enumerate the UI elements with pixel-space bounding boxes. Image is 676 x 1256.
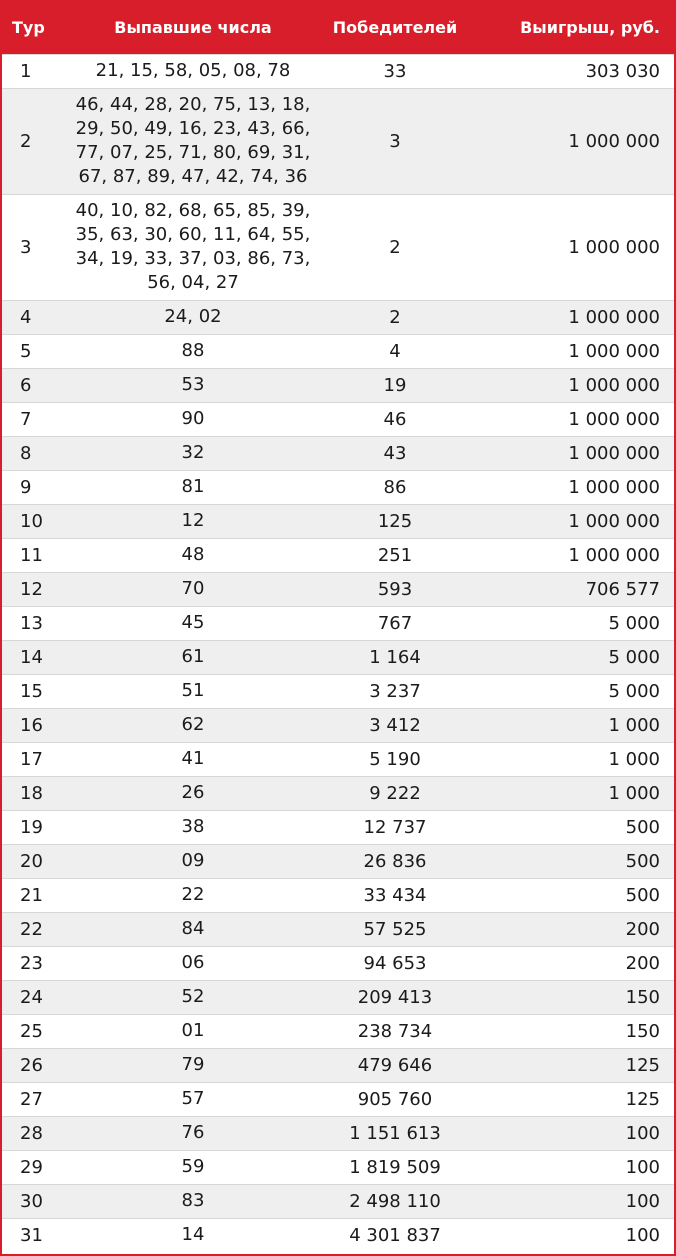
row-numbers-cell: 22 [64,878,322,912]
row-prize-cell: 200 [468,912,674,946]
row-winners-cell: 3 237 [322,674,468,708]
row-tour-cell: 3 [2,194,64,300]
row-tour-cell: 15 [2,674,64,708]
row-prize-cell: 1 000 [468,776,674,810]
row-winners-cell: 238 734 [322,1014,468,1048]
row-prize-cell: 1 000 000 [468,334,674,368]
row-tour-cell: 9 [2,470,64,504]
table-row [2,946,674,980]
table-row [2,194,674,300]
header-numbers: Выпавшие числа [64,2,322,54]
table-row [2,54,674,88]
row-tour-cell: 4 [2,300,64,334]
table-row [2,470,674,504]
row-prize-cell: 1 000 000 [468,368,674,402]
row-winners-cell: 1 151 613 [322,1116,468,1150]
row-prize-cell: 1 000 000 [468,194,674,300]
row-prize-cell: 125 [468,1048,674,1082]
row-numbers-cell: 48 [64,538,322,572]
row-numbers-cell: 59 [64,1150,322,1184]
row-tour-cell: 17 [2,742,64,776]
row-prize-cell: 5 000 [468,640,674,674]
table-row [2,1082,674,1116]
row-winners-cell: 4 [322,334,468,368]
row-numbers-cell: 76 [64,1116,322,1150]
table-row [2,674,674,708]
row-tour-cell: 22 [2,912,64,946]
table-row [2,300,674,334]
row-numbers-cell: 09 [64,844,322,878]
row-prize-cell: 500 [468,844,674,878]
row-numbers-cell: 26 [64,776,322,810]
row-tour-cell: 23 [2,946,64,980]
row-tour-cell: 26 [2,1048,64,1082]
row-tour-cell: 10 [2,504,64,538]
row-numbers-cell: 14 [64,1218,322,1252]
row-prize-cell: 150 [468,1014,674,1048]
row-prize-cell: 1 000 000 [468,402,674,436]
row-numbers-cell: 24, 02 [64,300,322,334]
row-prize-cell: 706 577 [468,572,674,606]
row-prize-cell: 100 [468,1116,674,1150]
row-prize-cell: 1 000 000 [468,538,674,572]
row-tour-cell: 31 [2,1218,64,1252]
row-tour-cell: 7 [2,402,64,436]
table-body [2,54,674,1252]
row-winners-cell: 94 653 [322,946,468,980]
table-row [2,776,674,810]
row-winners-cell: 3 [322,88,468,194]
row-prize-cell: 100 [468,1184,674,1218]
row-winners-cell: 33 [322,54,468,88]
row-tour-cell: 14 [2,640,64,674]
table-row [2,88,674,194]
row-numbers-cell: 01 [64,1014,322,1048]
row-tour-cell: 8 [2,436,64,470]
row-prize-cell: 1 000 000 [468,470,674,504]
row-tour-cell: 6 [2,368,64,402]
row-numbers-cell: 21, 15, 58, 05, 08, 78 [64,54,322,88]
row-winners-cell: 125 [322,504,468,538]
row-numbers-cell: 62 [64,708,322,742]
row-winners-cell: 5 190 [322,742,468,776]
row-winners-cell: 4 301 837 [322,1218,468,1252]
table-row [2,1218,674,1252]
row-numbers-cell: 88 [64,334,322,368]
row-tour-cell: 25 [2,1014,64,1048]
table-row [2,334,674,368]
row-numbers-cell: 06 [64,946,322,980]
row-winners-cell: 209 413 [322,980,468,1014]
row-tour-cell: 11 [2,538,64,572]
row-winners-cell: 1 819 509 [322,1150,468,1184]
row-prize-cell: 1 000 [468,708,674,742]
table-row [2,980,674,1014]
row-numbers-cell: 41 [64,742,322,776]
row-numbers-cell: 83 [64,1184,322,1218]
table-row [2,538,674,572]
row-prize-cell: 1 000 000 [468,436,674,470]
row-prize-cell: 200 [468,946,674,980]
row-tour-cell: 28 [2,1116,64,1150]
row-tour-cell: 5 [2,334,64,368]
table-row [2,640,674,674]
row-prize-cell: 5 000 [468,674,674,708]
row-numbers-cell: 40, 10, 82, 68, 65, 85, 39, 35, 63, 30, 60, 11, 64, 55, 34, 19, 33, 37, 03, 86, 73, 56, 04, 27 [64,194,322,300]
row-prize-cell: 1 000 000 [468,300,674,334]
table-row [2,504,674,538]
row-numbers-cell: 81 [64,470,322,504]
row-prize-cell: 1 000 000 [468,88,674,194]
row-winners-cell: 3 412 [322,708,468,742]
row-winners-cell: 2 [322,194,468,300]
row-tour-cell: 13 [2,606,64,640]
table-row [2,810,674,844]
table-row [2,878,674,912]
row-winners-cell: 251 [322,538,468,572]
row-tour-cell: 16 [2,708,64,742]
row-numbers-cell: 84 [64,912,322,946]
table-row [2,844,674,878]
row-prize-cell: 150 [468,980,674,1014]
row-prize-cell: 500 [468,810,674,844]
row-tour-cell: 19 [2,810,64,844]
row-winners-cell: 905 760 [322,1082,468,1116]
row-winners-cell: 1 164 [322,640,468,674]
row-numbers-cell: 53 [64,368,322,402]
table-row [2,742,674,776]
table-row [2,572,674,606]
row-numbers-cell: 90 [64,402,322,436]
table-row [2,436,674,470]
table-row [2,368,674,402]
row-tour-cell: 2 [2,88,64,194]
row-prize-cell: 100 [468,1218,674,1252]
row-numbers-cell: 12 [64,504,322,538]
row-winners-cell: 19 [322,368,468,402]
row-prize-cell: 303 030 [468,54,674,88]
table-row [2,606,674,640]
row-tour-cell: 20 [2,844,64,878]
row-numbers-cell: 57 [64,1082,322,1116]
row-winners-cell: 2 [322,300,468,334]
table-row [2,1014,674,1048]
row-numbers-cell: 61 [64,640,322,674]
row-numbers-cell: 51 [64,674,322,708]
row-winners-cell: 26 836 [322,844,468,878]
row-prize-cell: 125 [468,1082,674,1116]
row-prize-cell: 5 000 [468,606,674,640]
row-numbers-cell: 45 [64,606,322,640]
row-tour-cell: 24 [2,980,64,1014]
row-numbers-cell: 52 [64,980,322,1014]
table-row [2,1116,674,1150]
header-row [2,2,674,54]
row-winners-cell: 57 525 [322,912,468,946]
row-winners-cell: 767 [322,606,468,640]
row-numbers-cell: 79 [64,1048,322,1082]
row-numbers-cell: 46, 44, 28, 20, 75, 13, 18, 29, 50, 49, 16, 23, 43, 66, 77, 07, 25, 71, 80, 69, 31, 67, 87, 89, 47, 42, 74, 36 [64,88,322,194]
row-winners-cell: 33 434 [322,878,468,912]
row-tour-cell: 12 [2,572,64,606]
row-winners-cell: 9 222 [322,776,468,810]
row-prize-cell: 1 000 [468,742,674,776]
table-row [2,1048,674,1082]
table-header [2,2,674,54]
row-tour-cell: 27 [2,1082,64,1116]
row-winners-cell: 46 [322,402,468,436]
table-row [2,1150,674,1184]
table-row [2,1184,674,1218]
row-numbers-cell: 38 [64,810,322,844]
row-winners-cell: 86 [322,470,468,504]
row-prize-cell: 500 [468,878,674,912]
row-winners-cell: 479 646 [322,1048,468,1082]
row-tour-cell: 1 [2,54,64,88]
row-tour-cell: 18 [2,776,64,810]
table-row [2,708,674,742]
row-winners-cell: 12 737 [322,810,468,844]
row-tour-cell: 21 [2,878,64,912]
row-prize-cell: 100 [468,1150,674,1184]
row-numbers-cell: 32 [64,436,322,470]
row-winners-cell: 43 [322,436,468,470]
row-tour-cell: 30 [2,1184,64,1218]
header-prize: Выигрыш, руб. [468,2,674,54]
row-prize-cell: 1 000 000 [468,504,674,538]
row-winners-cell: 2 498 110 [322,1184,468,1218]
row-tour-cell: 29 [2,1150,64,1184]
row-winners-cell: 593 [322,572,468,606]
header-tour: Тур [2,2,64,54]
table-row [2,402,674,436]
lottery-results-table [2,2,674,1252]
row-numbers-cell: 70 [64,572,322,606]
header-winners: Победителей [322,2,468,54]
table-row [2,912,674,946]
